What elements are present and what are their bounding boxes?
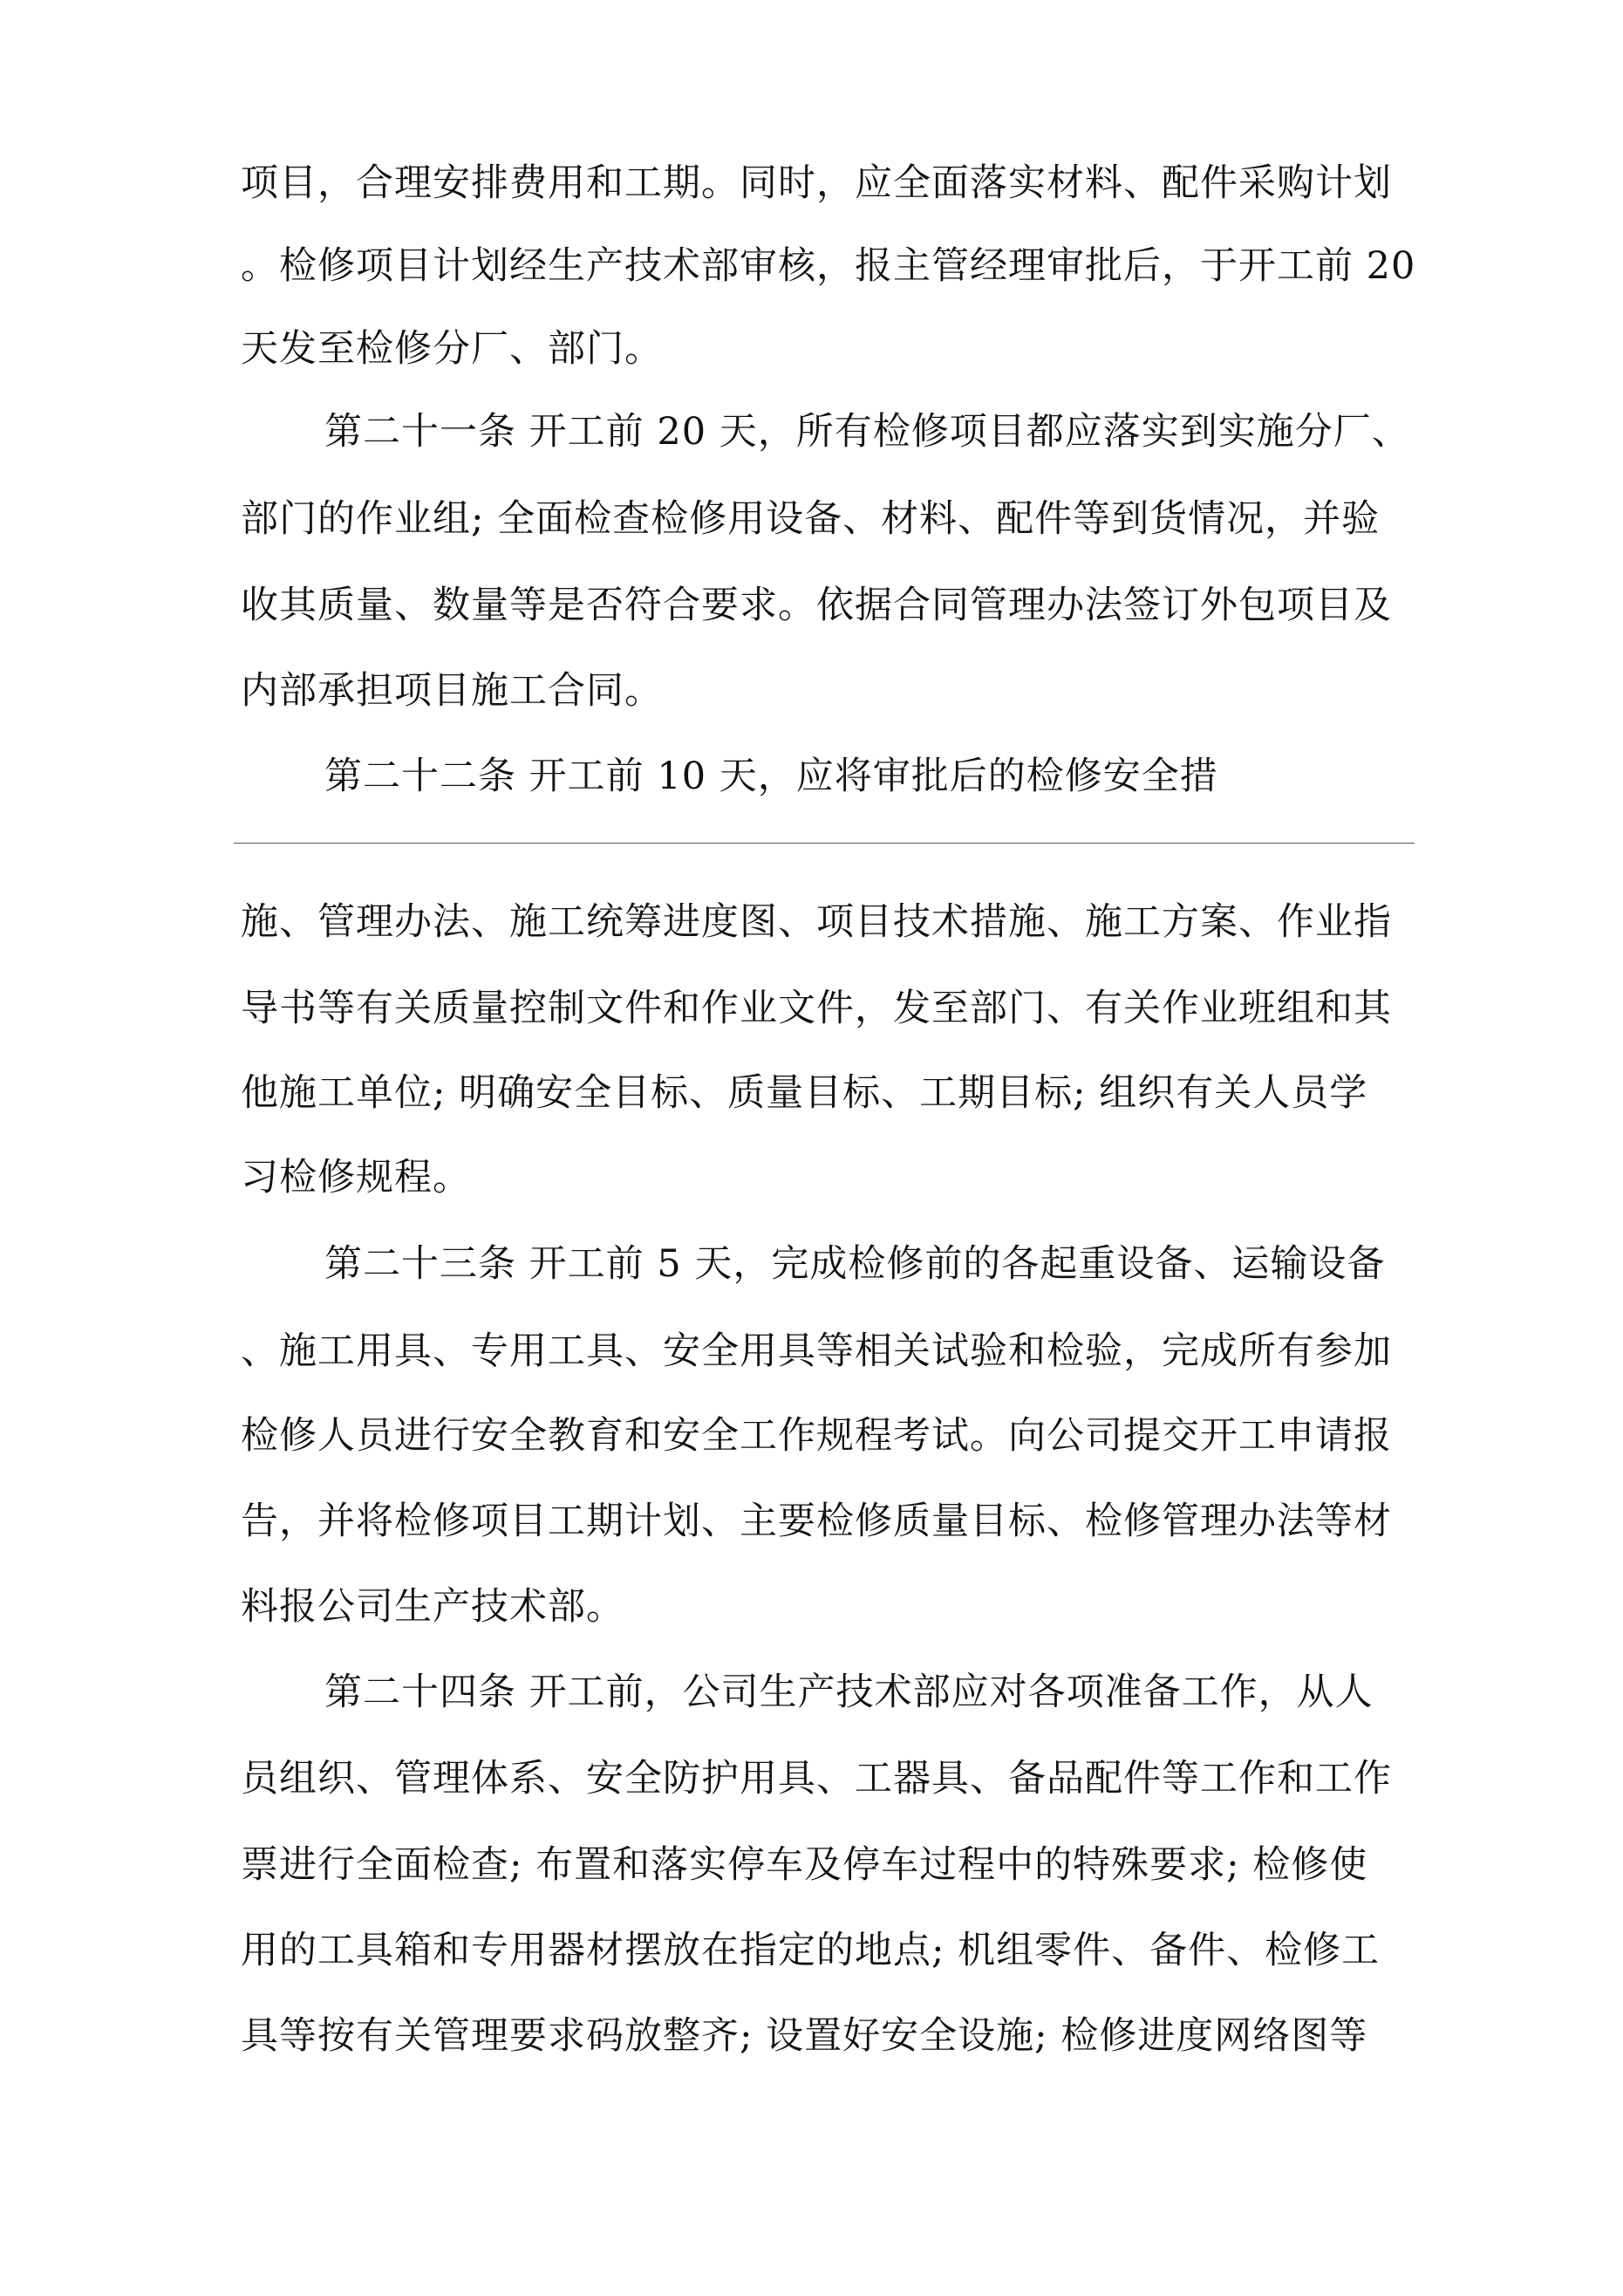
article-23-start: 第二十三条 开工前 5 天，完成检修前的各起重设备、运输设备 (324, 1242, 1386, 1286)
text-line: 、施工用具、专用工具、安全用具等相关试验和检验，完成所有参加 (241, 1329, 1392, 1373)
text-line: 具等按有关管理要求码放整齐; 设置好安全设施; 检修进度网络图等 (241, 2014, 1368, 2058)
text-line: 告，并将检修项目工期计划、主要检修质量目标、检修管理办法等材 (241, 1500, 1392, 1543)
text-line: 部门的作业组; 全面检查检修用设备、材料、配件等到货情况，并验 (241, 497, 1381, 541)
text-line: 。检修项目计划经生产技术部审核，报主管经理审批后，于开工前 20 (241, 244, 1416, 288)
text-line: 收其质量、数量等是否符合要求。依据合同管理办法签订外包项目及 (241, 584, 1392, 627)
text-line: 项目，合理安排费用和工期。同时，应全面落实材料、配件采购计划 (241, 161, 1392, 205)
article-24-start: 第二十四条 开工前，公司生产技术部应对各项准备工作，从人 (324, 1671, 1374, 1714)
text-line: 员组织、管理体系、安全防护用具、工器具、备品配件等工作和工作 (241, 1757, 1392, 1801)
text-line: 导书等有关质量控制文件和作业文件，发至部门、有关作业班组和其 (241, 987, 1392, 1030)
text-line: 票进行全面检查; 布置和落实停车及停车过程中的特殊要求; 检修使 (241, 1843, 1368, 1887)
text-line: 习检修规程。 (241, 1156, 471, 1199)
text-line: 施、管理办法、施工统筹进度图、项目技术措施、施工方案、作业指 (241, 900, 1392, 944)
text-line: 他施工单位; 明确安全目标、质量目标、工期目标; 组织有关人员学 (241, 1071, 1368, 1115)
text-line: 用的工具箱和专用器材摆放在指定的地点; 机组零件、备件、检修工 (241, 1929, 1381, 1972)
article-21-start: 第二十一条 开工前 20 天，所有检修项目都应落实到实施分厂、 (324, 410, 1410, 454)
text-line: 内部承担项目施工合同。 (241, 669, 663, 713)
article-22-start: 第二十二条 开工前 10 天，应将审批后的检修安全措 (324, 755, 1218, 798)
text-line: 料报公司生产技术部。 (241, 1585, 624, 1629)
text-line: 检修人员进行安全教育和安全工作规程考试。向公司提交开工申请报 (241, 1414, 1392, 1458)
text-line: 天发至检修分厂、部门。 (241, 327, 663, 371)
page-break-divider (234, 843, 1415, 844)
